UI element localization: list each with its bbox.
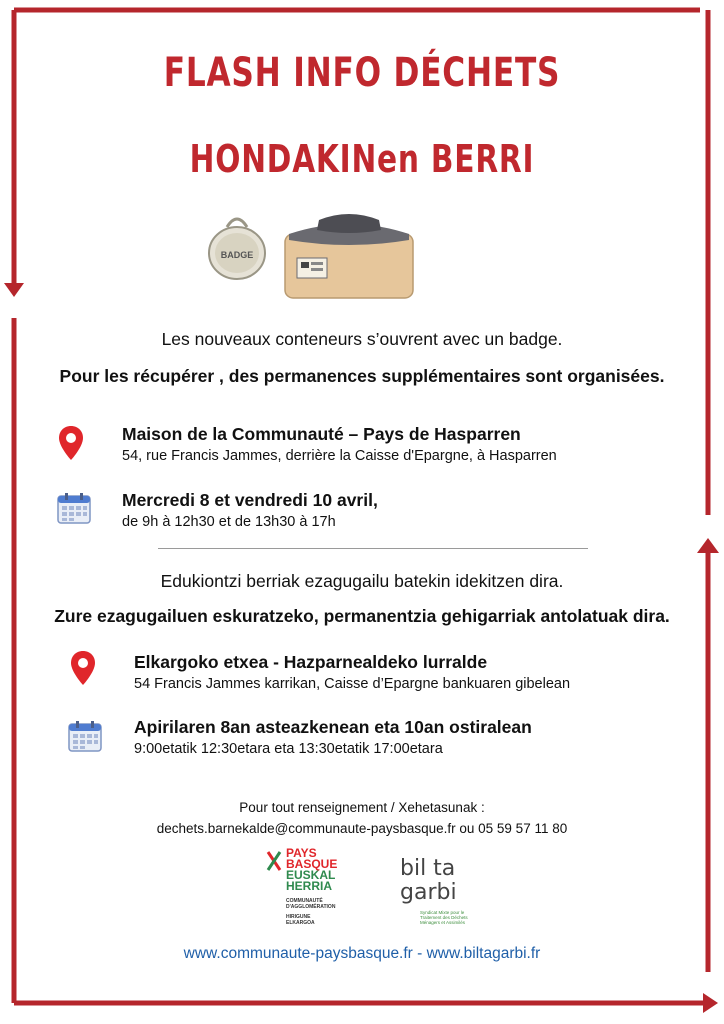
title-french: FLASH INFO DÉCHETS xyxy=(163,50,561,96)
place-address-basque: 54 Francis Jammes karrikan, Caisse d’Epargne bankuaren gibelean xyxy=(134,676,571,692)
location-pin-icon xyxy=(70,650,96,686)
arrow-right-icon xyxy=(703,993,718,1013)
contact-block xyxy=(0,797,724,839)
place-address-french: 54, rue Francis Jammes, derrière la Caisse d'Epargne, à Hasparren xyxy=(122,448,557,464)
footer-links[interactable]: www.communaute-paysbasque.fr - www.biltagarbi.fr xyxy=(183,945,541,962)
date-title-basque: Apirilaren 8an asteazkenean eta 10an ostiralean xyxy=(134,717,532,737)
place-title-basque: Elkargoko etxea - Hazparnealdeko lurralde xyxy=(134,652,488,672)
arrow-up-icon xyxy=(697,538,719,553)
intro-bold-basque: Zure ezagugailuen eskuratzeko, permanentzia gehigarriak antolatuak dira. xyxy=(54,606,670,626)
bil-ta-garbi-logo: bil ta garbi Syndicat Mixte pour le Traitement des Déchets Ménagers et Assimilés xyxy=(400,856,468,925)
intro-french: Les nouveaux conteneurs s’ouvrent avec un badge. xyxy=(161,329,563,349)
contact-line-2[interactable]: dechets.barnekalde@communaute-paysbasque.fr ou 05 59 57 11 80 xyxy=(156,821,568,836)
calendar-icon xyxy=(68,720,102,752)
intro-basque: Edukiontzi berriak ezagugailu batekin idekitzen dira. xyxy=(160,571,564,591)
contact-line-1: Pour tout renseignement / Xehetasunak : xyxy=(239,800,485,815)
arrow-down-icon xyxy=(4,283,24,297)
place-title-french: Maison de la Communauté – Pays de Hasparren xyxy=(122,424,521,444)
location-pin-icon xyxy=(58,425,84,461)
date-hours-basque: 9:00etatik 12:30etara eta 13:30etatik 17:00etara xyxy=(134,741,443,757)
cross-mark-icon xyxy=(266,850,282,872)
calendar-icon xyxy=(57,492,91,524)
section-divider xyxy=(158,548,588,549)
pays-basque-logo: PAYS BASQUE EUSKAL HERRIA COMMUNAUTÉ D'AGGLOMÉRATION HIRIGUNE ELKARGOA xyxy=(266,848,356,930)
intro-bold-french: Pour les récupérer , des permanences supplémentaires sont organisées. xyxy=(59,366,665,386)
container-icon xyxy=(283,210,415,302)
title-basque: HONDAKINen BERRI xyxy=(189,137,535,181)
date-hours-french: de 9h à 12h30 et de 13h30 à 17h xyxy=(122,514,336,530)
badge-icon xyxy=(200,205,275,285)
badge-label: BADGE xyxy=(220,250,254,260)
date-title-french: Mercredi 8 et vendredi 10 avril, xyxy=(122,490,378,510)
